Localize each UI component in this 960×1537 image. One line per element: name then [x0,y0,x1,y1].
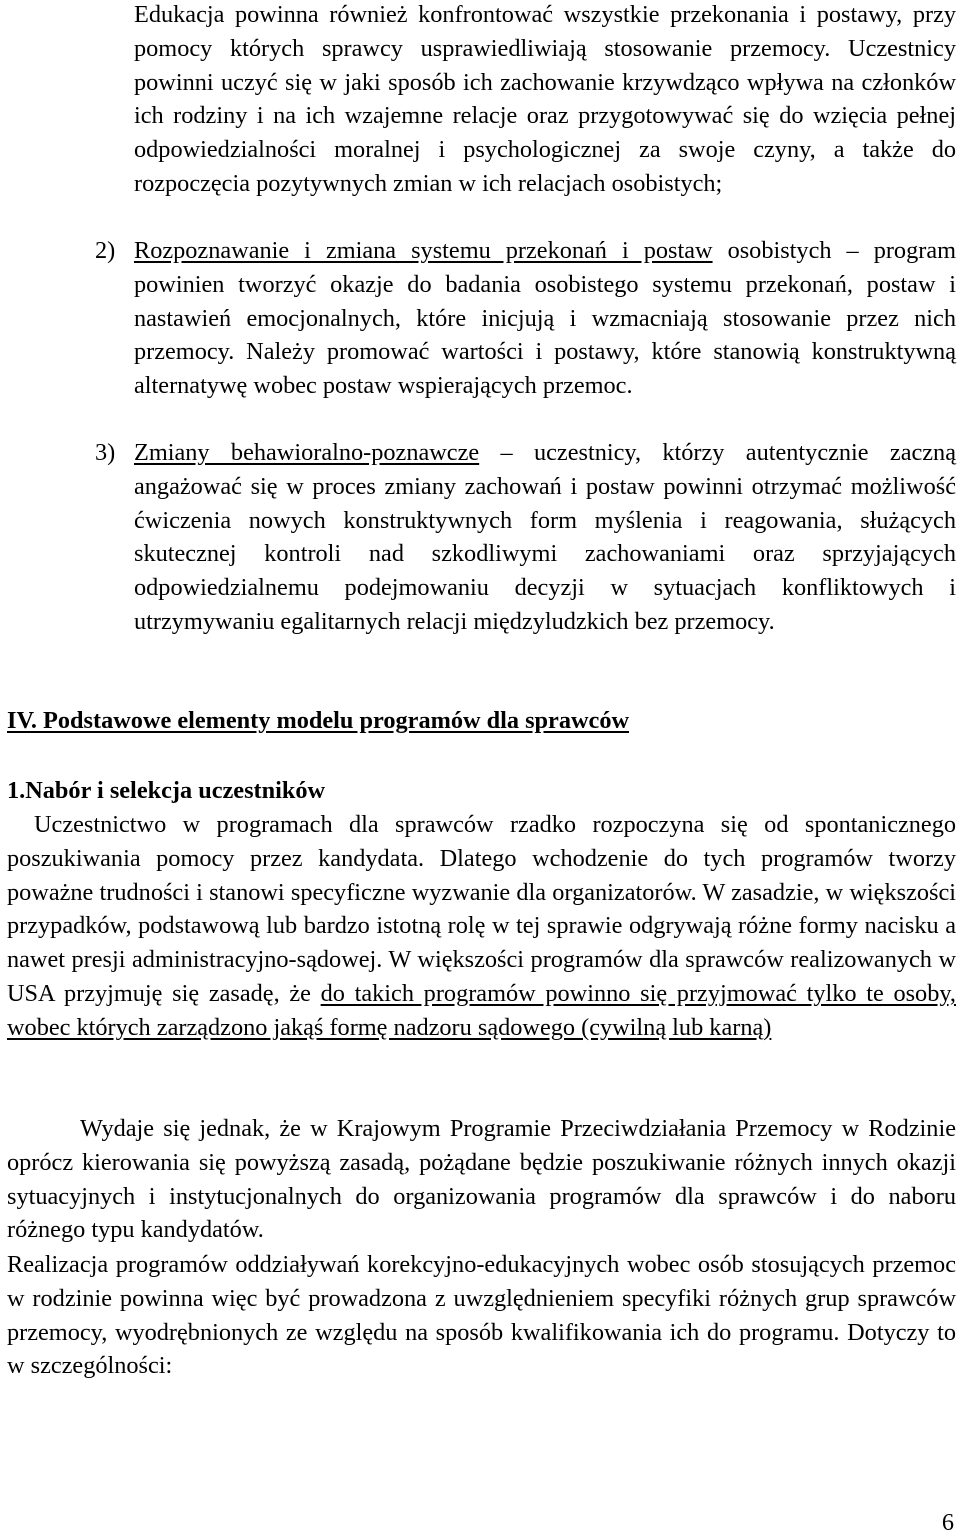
paragraph-1-underlined: do takich programów powinno się przyjmować tylko te osoby, wobec których zarządzono jakąś formę nadzoru sądowego (cywilną lub karną) [7,979,956,1041]
subsection-heading: 1.Nabór i selekcja uczestników [7,777,326,804]
list-number-3: 3) [95,439,116,466]
list-item-3 [134,436,956,639]
paragraph-1-lead: Uczestnictwo w programach dla sprawców rzadko rozpoczyna się od spontanicznego poszukiwania pomocy przez kandydata. Dlatego wchodzenie do tych programów tworzy poważne trudności i stanowi specyficzne wyzwanie dla organizatorów. W zasadzie, w większości przypadków, podstawową lub bardzo istotną rolę w tej sprawie odgrywają różne formy nacisku a nawet presji administracyjno-sądowej. W większości programów dla sprawców realizowanych w USA przyjmuję się zasadę, że [7,811,956,1007]
list-item-3-text: – uczestnicy, którzy autentycznie zaczną angażować się w proces zmiany zachowań i postaw powinni otrzymać możliwość ćwiczenia nowych konstruktywnych form myślenia i reagowania, służących skutecznej kontroli nad szkodliwymi zachowaniami oraz sprzyjających odpowiedzialnemu podejmowaniu decyzji w sytuacjach konfliktowych i utrzymywaniu egalitarnych relacji międzyludzkich bez przemocy. [134,439,956,635]
paragraph-1 [7,808,956,1045]
list-number-2: 2) [95,237,116,264]
list-item-2-text: osobistych – program powinien tworzyć okazje do badania osobistego systemu przekonań, postaw i nastawień emocjonalnych, które inicjują i wzmacniają stosowanie przez nich przemocy. Należy promować wartości i postawy, które stanowią konstruktywną alternatywę wobec postaw wspierających przemoc. [134,237,956,400]
section-heading: IV. Podstawowe elementy modelu programów dla sprawców [7,707,630,734]
list-item-2 [134,234,956,403]
paragraph-2: Wydaje się jednak, że w Krajowym Programie Przeciwdziałania Przemocy w Rodzinie oprócz kierowania się powyższą zasadą, pożądane będzie poszukiwanie różnych innych okazji sytuacyjnych i instytucjonalnych do organizowania programów dla sprawców i do naboru różnego typu kandydatów. [7,1115,956,1244]
paragraph-3: Realizacja programów oddziaływań korekcyjno-edukacyjnych wobec osób stosujących przemoc w rodzinie powinna więc być prowadzona z uwzględnieniem specyfiki różnych grup sprawców przemocy, wyodrębnionych ze względu na sposób kwalifikowania ich do programu. Dotyczy to w szczególności: [7,1251,956,1380]
page-number: 6 [941,1509,954,1536]
list-item-3-title: Zmiany behawioralno-poznawcze [134,439,480,466]
list-item-2-title: Rozpoznawanie i zmiana systemu przekonań i postaw [134,237,713,264]
list-item-1-continuation: Edukacja powinna również konfrontować wszystkie przekonania i postawy, przy pomocy których sprawcy usprawiedliwiają stosowanie przemocy. Uczestnicy powinni uczyć się w jaki sposób ich zachowanie krzywdząco wpływa na członków ich rodziny i na ich wzajemne relacje oraz przygotowywać się do wzięcia pełnej odpowiedzialności moralnej i psychologicznej za swoje czyny, a także do rozpoczęcia pozytywnych zmian w ich relacjach osobistych; [134,1,956,197]
